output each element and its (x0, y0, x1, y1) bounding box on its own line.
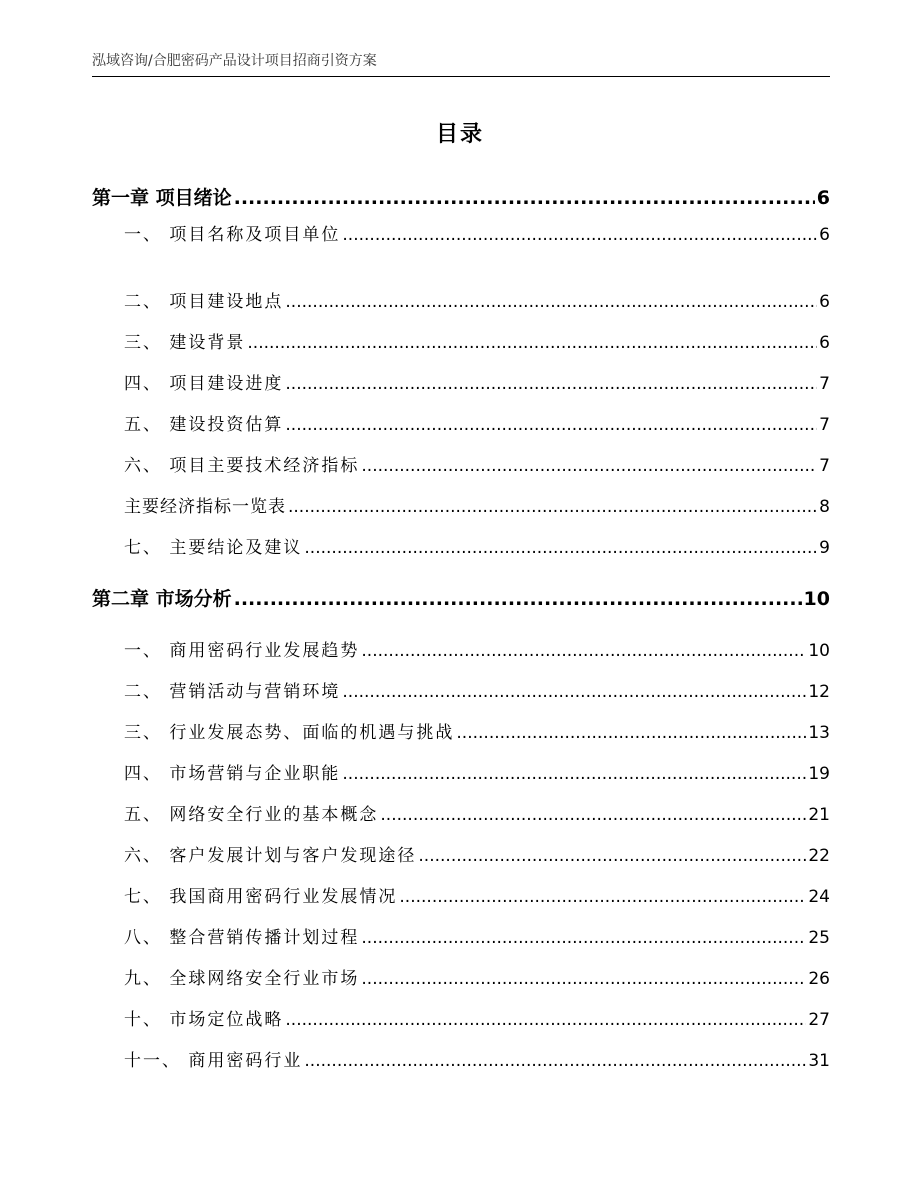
toc-entry-page: 27 (808, 1010, 830, 1030)
toc-entry-page: 7 (819, 374, 830, 394)
toc-entry-page: 26 (808, 969, 830, 989)
toc-entry-page: 12 (808, 682, 830, 702)
dot-leader (361, 456, 817, 476)
toc-entry[interactable] (124, 718, 830, 743)
toc-entry-label: 九、 全球网络安全行业市场 (124, 969, 360, 989)
toc-entry-page: 8 (819, 497, 830, 517)
dot-leader (361, 969, 806, 989)
toc-entry[interactable] (124, 1005, 830, 1030)
toc-entry-label: 十、 市场定位战略 (124, 1010, 284, 1030)
dot-leader (361, 641, 806, 661)
toc-title: 目录 (435, 122, 484, 147)
toc-entry-label: 八、 整合营销传播计划过程 (124, 928, 360, 948)
toc-table-entry[interactable] (124, 492, 830, 517)
dot-leader (285, 374, 817, 394)
toc-entry[interactable] (124, 882, 830, 907)
dot-leader (418, 846, 806, 866)
toc-entry-label: 二、 营销活动与营销环境 (124, 682, 341, 702)
toc-entry[interactable] (124, 800, 830, 825)
toc-entry-label: 五、 网络安全行业的基本概念 (124, 805, 379, 825)
dot-leader (380, 805, 806, 825)
toc-entry-page: 31 (808, 1051, 830, 1071)
toc-entry-label: 一、 商用密码行业发展趋势 (124, 641, 360, 661)
dot-leader (342, 764, 806, 784)
toc-entry[interactable] (124, 328, 830, 353)
toc-entry-page: 9 (819, 538, 830, 558)
toc-entry[interactable] (124, 636, 830, 661)
toc-entry-page: 10 (803, 588, 830, 610)
toc-entry-label: 一、 项目名称及项目单位 (124, 225, 341, 245)
toc-entry-page: 13 (808, 723, 830, 743)
toc-entry-label: 三、 建设背景 (124, 333, 246, 353)
dot-leader (247, 333, 817, 353)
dot-leader (304, 538, 817, 558)
toc-entry-page: 6 (819, 292, 830, 312)
dot-leader (285, 1010, 806, 1030)
toc-entry-label: 四、 项目建设进度 (124, 374, 284, 394)
toc-entry[interactable] (124, 923, 830, 948)
toc-chapter-1[interactable] (92, 183, 830, 210)
toc-entry-label: 四、 市场营销与企业职能 (124, 764, 341, 784)
toc-entry-page: 25 (808, 928, 830, 948)
toc-entry-label: 主要经济指标一览表 (124, 497, 286, 517)
toc-entry-label: 七、 我国商用密码行业发展情况 (124, 887, 398, 907)
toc-entry-page: 7 (819, 415, 830, 435)
toc-entry-label: 第二章 市场分析 (92, 588, 232, 610)
dot-leader (288, 497, 817, 517)
dot-leader (361, 928, 806, 948)
toc-entry-label: 十一、 商用密码行业 (124, 1051, 303, 1071)
toc-entry-page: 7 (819, 456, 830, 476)
dot-leader (399, 887, 806, 907)
toc-entry[interactable] (124, 964, 830, 989)
toc-entry[interactable] (124, 759, 830, 784)
toc-entry-label: 三、 行业发展态势、面临的机遇与挑战 (124, 723, 455, 743)
toc-entry[interactable] (124, 841, 830, 866)
toc-entry-page: 6 (819, 225, 830, 245)
toc-entry[interactable] (124, 533, 830, 558)
toc-entry-page: 6 (816, 187, 830, 209)
toc-entry[interactable] (124, 1046, 830, 1071)
toc-entry-label: 七、 主要结论及建议 (124, 538, 303, 558)
dot-leader (285, 292, 817, 312)
toc-entry-label: 第一章 项目绪论 (92, 187, 232, 209)
toc-entry[interactable] (124, 369, 830, 394)
dot-leader (234, 588, 802, 610)
toc-entry-label: 六、 客户发展计划与客户发现途径 (124, 846, 417, 866)
dot-leader (342, 225, 817, 245)
toc-entry-page: 21 (808, 805, 830, 825)
toc-entry[interactable] (124, 410, 830, 435)
toc-entry-page: 6 (819, 333, 830, 353)
toc-entry-label: 六、 项目主要技术经济指标 (124, 456, 360, 476)
dot-leader (304, 1051, 806, 1071)
dot-leader (456, 723, 806, 743)
toc-entry[interactable] (124, 220, 830, 245)
toc-chapter-2[interactable] (92, 584, 830, 611)
dot-leader (342, 682, 806, 702)
toc-entry[interactable] (124, 451, 830, 476)
toc-entry-page: 22 (808, 846, 830, 866)
running-header: 泓域咨询/合肥密码产品设计项目招商引资方案 (92, 53, 377, 69)
toc-entry[interactable] (124, 677, 830, 702)
toc-entry-label: 五、 建设投资估算 (124, 415, 284, 435)
toc-entry-label: 二、 项目建设地点 (124, 292, 284, 312)
dot-leader (234, 187, 815, 209)
dot-leader (285, 415, 817, 435)
toc-entry-page: 24 (808, 887, 830, 907)
toc-entry-page: 19 (808, 764, 830, 784)
toc-entry-page: 10 (808, 641, 830, 661)
toc-entry[interactable] (124, 287, 830, 312)
